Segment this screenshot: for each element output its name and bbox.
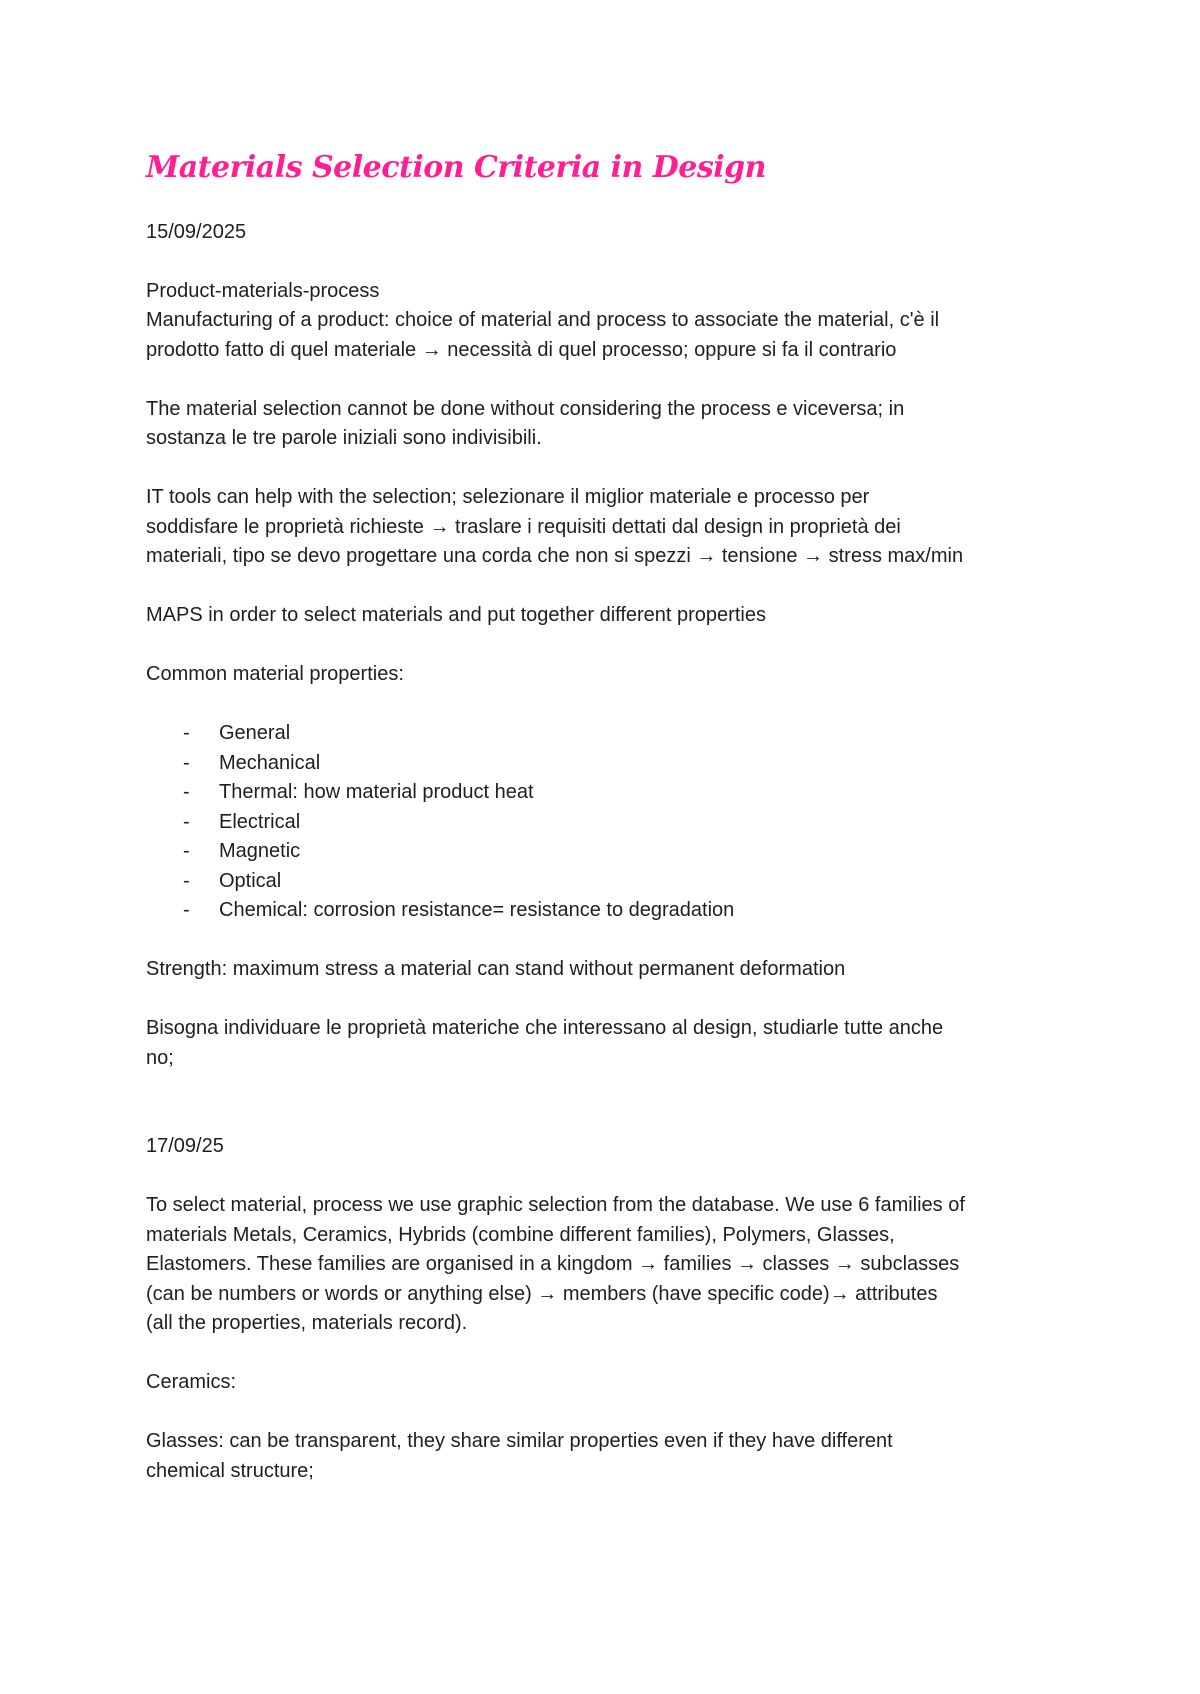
text-line: Product-materials-process (146, 279, 380, 302)
spacer (146, 572, 1076, 602)
paragraph-glasses (146, 1427, 1076, 1486)
text-line: To select material, process we use graphic selection from the database. We use 6 families of (146, 1194, 965, 1216)
text-line: IT tools can help with the selection; selezionare il miglior materiale e processo per (146, 486, 870, 508)
spacer (146, 188, 1076, 218)
list-item: - Optical (146, 867, 1076, 897)
text-line: The material selection cannot be done without considering the process e viceversa; in (146, 397, 905, 420)
text-line: Manufacturing of a product: choice of material and process to associate the material, c'è il (146, 309, 940, 331)
paragraph-bisogna (146, 1014, 1076, 1073)
spacer (146, 631, 1076, 661)
paragraph-maps: MAPS in order to select materials and put together different properties (146, 604, 766, 626)
paragraph-ceramics: Ceramics: (146, 1371, 237, 1393)
list-item: - General (146, 719, 1076, 749)
date-heading: 17/09/25 (146, 1135, 224, 1157)
spacer (146, 365, 1076, 395)
list-item: - Magnetic (146, 837, 1076, 867)
date-heading: 15/09/2025 (146, 220, 247, 243)
list-item: - Mechanical (146, 749, 1076, 779)
text-line: prodotto fatto di quel materiale → necessità di quel processo; oppure si fa il contrario (146, 338, 897, 361)
text-line: no; (146, 1046, 174, 1069)
text-line: Glasses: can be transparent, they share similar properties even if they have different (146, 1430, 893, 1452)
paragraph-common-properties: Common material properties: (146, 663, 404, 685)
text-line: Elastomers. These families are organised in a kingdom → families → classes → subclasses (146, 1253, 960, 1275)
text-line: sostanza le tre parole iniziali sono indivisibili. (146, 427, 542, 449)
paragraph-it-tools (146, 483, 1076, 572)
text-line: (all the properties, materials record). (146, 1312, 468, 1334)
document-body (146, 148, 1076, 1486)
text-line: materiali, tipo se devo progettare una corda che non si spezzi → tensione → stress max/min (146, 545, 964, 567)
document-title: Materials Selection Criteria in Design (146, 150, 766, 185)
spacer (146, 985, 1076, 1015)
list-item: - Thermal: how material product heat (146, 778, 1076, 808)
spacer (146, 690, 1076, 720)
text-line: soddisfare le proprietà richieste → traslare i requisiti dettati dal design in proprietà dei (146, 515, 901, 538)
text-line: chemical structure; (146, 1459, 314, 1482)
spacer (146, 926, 1076, 956)
spacer (146, 1073, 1076, 1132)
spacer (146, 1398, 1076, 1428)
paragraph-families (146, 1191, 1076, 1339)
text-line: Bisogna individuare le proprietà materiche che interessano al design, studiarle tutte anche (146, 1017, 944, 1039)
paragraph-product-materials-process (146, 277, 1076, 366)
text-line: (can be numbers or words or anything else) → members (have specific code)→ attributes (146, 1282, 938, 1305)
list-item: - Electrical (146, 808, 1076, 838)
list-item: - Chemical: corrosion resistance= resistance to degradation (146, 896, 1076, 926)
spacer (146, 1162, 1076, 1192)
spacer (146, 247, 1076, 277)
text-line: materials Metals, Ceramics, Hybrids (combine different families), Polymers, Glasses, (146, 1223, 895, 1246)
spacer (146, 454, 1076, 484)
spacer (146, 1339, 1076, 1369)
paragraph-material-selection (146, 395, 1076, 454)
paragraph-strength: Strength: maximum stress a material can stand without permanent deformation (146, 958, 846, 980)
properties-list (146, 719, 1076, 926)
